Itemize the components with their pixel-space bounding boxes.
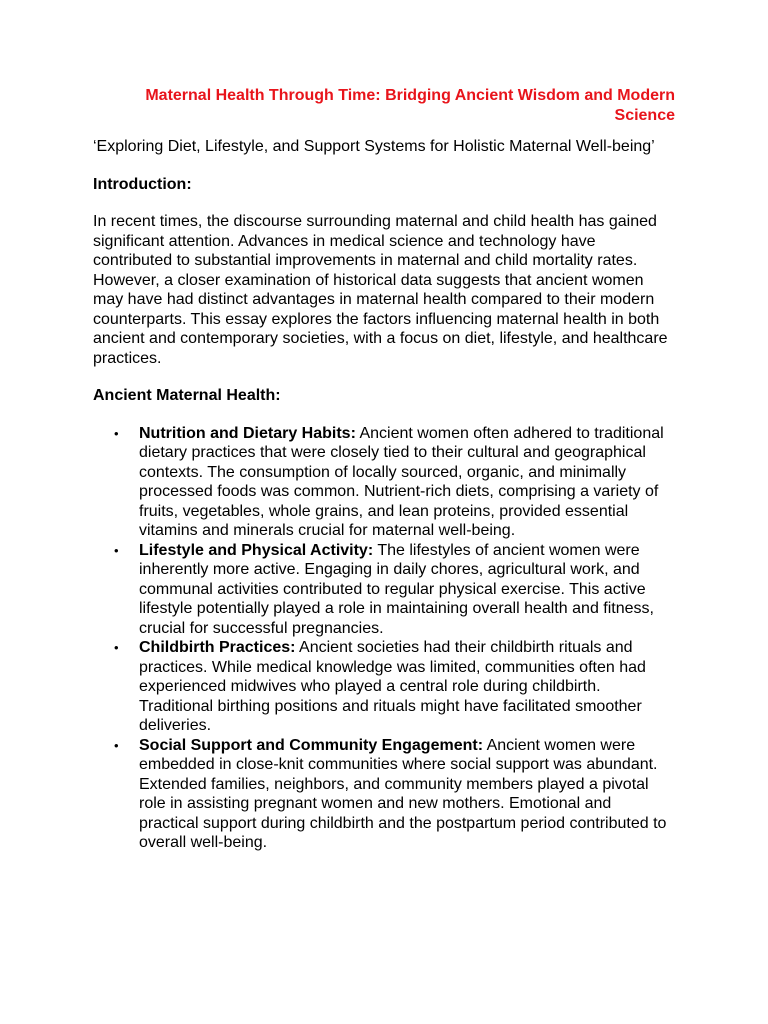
bullet-icon: • — [114, 640, 119, 655]
bullet-label: Social Support and Community Engagement: — [139, 736, 484, 754]
document-title: Maternal Health Through Time: Bridging Ancient Wisdom and Modern Science — [145, 87, 675, 124]
bullet-icon: • — [114, 425, 119, 441]
ancient-bullet-list — [93, 424, 675, 853]
document-page — [93, 86, 675, 853]
bullet-label: Lifestyle and Physical Activity: — [139, 541, 374, 559]
bullet-label: Nutrition and Dietary Habits: — [139, 424, 356, 442]
bullet-text: Ancient societies had their childbirth rituals and practices. While medical knowledge was limited, communities often had experienced midwives who played a central role during childbirth. Traditional birthing positions and rituals might have facilitated smoother deliveries. — [139, 639, 646, 734]
list-item — [93, 736, 675, 853]
list-item — [93, 541, 675, 639]
bullet-label: Childbirth Practices: — [139, 639, 296, 656]
bullet-text: Ancient women often adhered to traditional dietary practices that were closely tied to their cultural and geographical contexts. The consumption of locally sourced, organic, and minimally processed foods was common. Nutrient-rich diets, comprising a variety of fruits, vegetables, whole grains, and lean proteins, provided essential vitamins and minerals crucial for maternal well-being. — [139, 424, 664, 539]
intro-heading: Introduction: — [93, 175, 192, 193]
list-item — [93, 638, 675, 736]
list-item — [93, 424, 675, 541]
bullet-icon: • — [114, 542, 119, 558]
bullet-text: The lifestyles of ancient women were inherently more active. Engaging in daily chores, agricultural work, and communal activities contributed to regular physical exercise. This active lifestyle potentially played a role in maintaining overall health and fitness, crucial for successful pregnancies. — [139, 541, 654, 637]
intro-paragraph: In recent times, the discourse surrounding maternal and child health has gained significant attention. Advances in medical science and technology have contributed to substantial improvements in maternal and child mortality rates. However, a closer examination of historical data suggests that ancient women may have had distinct advantages in maternal health compared to their modern counterparts. This essay explores the factors influencing maternal health in both ancient and contemporary societies, with a focus on diet, lifestyle, and healthcare practices. — [93, 213, 668, 367]
bullet-icon: • — [114, 737, 119, 753]
document-subtitle: ‘Exploring Diet, Lifestyle, and Support Systems for Holistic Maternal Well-being’ — [93, 138, 655, 155]
ancient-heading: Ancient Maternal Health: — [93, 387, 281, 404]
bullet-text: Ancient women were embedded in close-knit communities where social support was abundant. Extended families, neighbors, and community members played a pivotal role in assisting pregnant women and new mothers. Emotional and practical support during childbirth and the postpartum period contributed to overall well-being. — [139, 736, 667, 851]
